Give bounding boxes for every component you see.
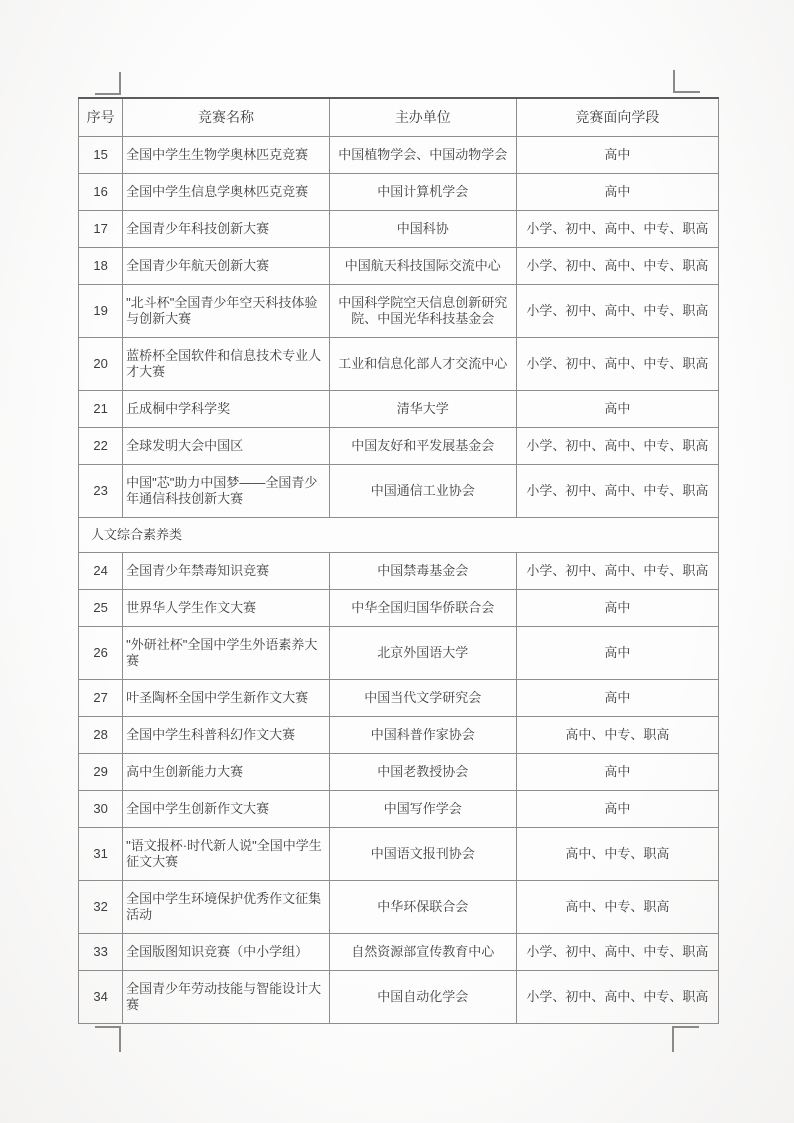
competition-name-cell: "外研社杯"全国中学生外语素养大赛 (123, 627, 330, 680)
table-row (79, 211, 719, 248)
competition-name-cell: 全国青少年航天创新大赛 (123, 248, 330, 285)
table-row (79, 553, 719, 590)
table-row (79, 717, 719, 754)
school-level-cell: 小学、初中、高中、中专、职高 (516, 211, 718, 248)
table-body (79, 137, 719, 1024)
organizer-cell: 工业和信息化部人才交流中心 (329, 338, 516, 391)
table-row (79, 428, 719, 465)
school-level-cell: 小学、初中、高中、中专、职高 (516, 465, 718, 518)
organizer-cell: 自然资源部宣传教育中心 (329, 934, 516, 971)
row-number-cell: 33 (79, 934, 123, 971)
school-level-cell: 高中、中专、职高 (516, 828, 718, 881)
competition-name-cell: 蓝桥杯全国软件和信息技术专业人才大赛 (123, 338, 330, 391)
school-level-cell: 高中 (516, 680, 718, 717)
competition-name-cell: 全球发明大会中国区 (123, 428, 330, 465)
school-level-cell: 小学、初中、高中、中专、职高 (516, 934, 718, 971)
table-row (79, 881, 719, 934)
organizer-cell: 中国植物学会、中国动物学会 (329, 137, 516, 174)
row-number-cell: 21 (79, 391, 123, 428)
column-header-competition-name: 竞赛名称 (123, 98, 330, 137)
row-number-cell: 31 (79, 828, 123, 881)
row-number-cell: 30 (79, 791, 123, 828)
school-level-cell: 高中、中专、职高 (516, 717, 718, 754)
scan-corner-mark-top-left (95, 72, 121, 95)
organizer-cell: 清华大学 (329, 391, 516, 428)
competition-name-cell: 世界华人学生作文大赛 (123, 590, 330, 627)
table-header (79, 98, 719, 137)
school-level-cell: 小学、初中、高中、中专、职高 (516, 428, 718, 465)
row-number-cell: 24 (79, 553, 123, 590)
column-header-organizer: 主办单位 (329, 98, 516, 137)
competition-name-cell: 全国青少年科技创新大赛 (123, 211, 330, 248)
competition-name-cell: "语文报杯·时代新人说"全国中学生征文大赛 (123, 828, 330, 881)
school-level-cell: 高中 (516, 590, 718, 627)
table-row (79, 338, 719, 391)
table-row (79, 971, 719, 1024)
school-level-cell: 高中 (516, 174, 718, 211)
competition-name-cell: 叶圣陶杯全国中学生新作文大赛 (123, 680, 330, 717)
school-level-cell: 小学、初中、高中、中专、职高 (516, 248, 718, 285)
table-header-row (79, 98, 719, 137)
organizer-cell: 中国计算机学会 (329, 174, 516, 211)
competition-table (78, 97, 719, 1024)
school-level-cell: 高中 (516, 754, 718, 791)
competition-name-cell: 丘成桐中学科学奖 (123, 391, 330, 428)
organizer-cell: 中国科协 (329, 211, 516, 248)
table-row (79, 174, 719, 211)
organizer-cell: 中国科普作家协会 (329, 717, 516, 754)
row-number-cell: 26 (79, 627, 123, 680)
table-row (79, 934, 719, 971)
table-row (79, 828, 719, 881)
scan-corner-mark-bottom-right (672, 1026, 699, 1052)
school-level-cell: 高中 (516, 391, 718, 428)
table-row (79, 285, 719, 338)
row-number-cell: 16 (79, 174, 123, 211)
scan-corner-mark-bottom-left (95, 1026, 121, 1052)
category-section-row (79, 518, 719, 553)
organizer-cell: 中国友好和平发展基金会 (329, 428, 516, 465)
organizer-cell: 中华环保联合会 (329, 881, 516, 934)
organizer-cell: 中国禁毒基金会 (329, 553, 516, 590)
competition-name-cell: 全国中学生科普科幻作文大赛 (123, 717, 330, 754)
table-row (79, 754, 719, 791)
table-row (79, 627, 719, 680)
row-number-cell: 32 (79, 881, 123, 934)
competition-name-cell: 全国中学生生物学奥林匹克竞赛 (123, 137, 330, 174)
column-header-number: 序号 (79, 98, 123, 137)
row-number-cell: 29 (79, 754, 123, 791)
table-row (79, 137, 719, 174)
organizer-cell: 中国航天科技国际交流中心 (329, 248, 516, 285)
table-row (79, 465, 719, 518)
row-number-cell: 23 (79, 465, 123, 518)
organizer-cell: 中国自动化学会 (329, 971, 516, 1024)
row-number-cell: 22 (79, 428, 123, 465)
row-number-cell: 15 (79, 137, 123, 174)
competition-name-cell: 中国"芯"助力中国梦——全国青少年通信科技创新大赛 (123, 465, 330, 518)
row-number-cell: 27 (79, 680, 123, 717)
competition-name-cell: "北斗杯"全国青少年空天科技体验与创新大赛 (123, 285, 330, 338)
competition-name-cell: 全国版图知识竞赛（中小学组） (123, 934, 330, 971)
organizer-cell: 中国老教授协会 (329, 754, 516, 791)
column-header-school-level: 竞赛面向学段 (516, 98, 718, 137)
row-number-cell: 34 (79, 971, 123, 1024)
row-number-cell: 18 (79, 248, 123, 285)
scan-corner-mark-top-right (673, 70, 700, 93)
table-row (79, 391, 719, 428)
row-number-cell: 17 (79, 211, 123, 248)
competition-name-cell: 全国青少年劳动技能与智能设计大赛 (123, 971, 330, 1024)
school-level-cell: 小学、初中、高中、中专、职高 (516, 285, 718, 338)
competition-name-cell: 全国中学生环境保护优秀作文征集活动 (123, 881, 330, 934)
table-row (79, 590, 719, 627)
organizer-cell: 中国通信工业协会 (329, 465, 516, 518)
table-row (79, 248, 719, 285)
organizer-cell: 中国当代文学研究会 (329, 680, 516, 717)
school-level-cell: 高中 (516, 627, 718, 680)
school-level-cell: 小学、初中、高中、中专、职高 (516, 338, 718, 391)
row-number-cell: 25 (79, 590, 123, 627)
school-level-cell: 高中、中专、职高 (516, 881, 718, 934)
row-number-cell: 28 (79, 717, 123, 754)
row-number-cell: 20 (79, 338, 123, 391)
organizer-cell: 北京外国语大学 (329, 627, 516, 680)
organizer-cell: 中国科学院空天信息创新研究院、中国光华科技基金会 (329, 285, 516, 338)
row-number-cell: 19 (79, 285, 123, 338)
school-level-cell: 高中 (516, 137, 718, 174)
school-level-cell: 小学、初中、高中、中专、职高 (516, 971, 718, 1024)
competition-name-cell: 全国青少年禁毒知识竞赛 (123, 553, 330, 590)
school-level-cell: 高中 (516, 791, 718, 828)
competition-name-cell: 高中生创新能力大赛 (123, 754, 330, 791)
competition-name-cell: 全国中学生信息学奥林匹克竞赛 (123, 174, 330, 211)
category-section-label: 人文综合素养类 (79, 518, 719, 553)
organizer-cell: 中国写作学会 (329, 791, 516, 828)
table-row (79, 791, 719, 828)
organizer-cell: 中国语文报刊协会 (329, 828, 516, 881)
organizer-cell: 中华全国归国华侨联合会 (329, 590, 516, 627)
competition-name-cell: 全国中学生创新作文大赛 (123, 791, 330, 828)
table-row (79, 680, 719, 717)
school-level-cell: 小学、初中、高中、中专、职高 (516, 553, 718, 590)
